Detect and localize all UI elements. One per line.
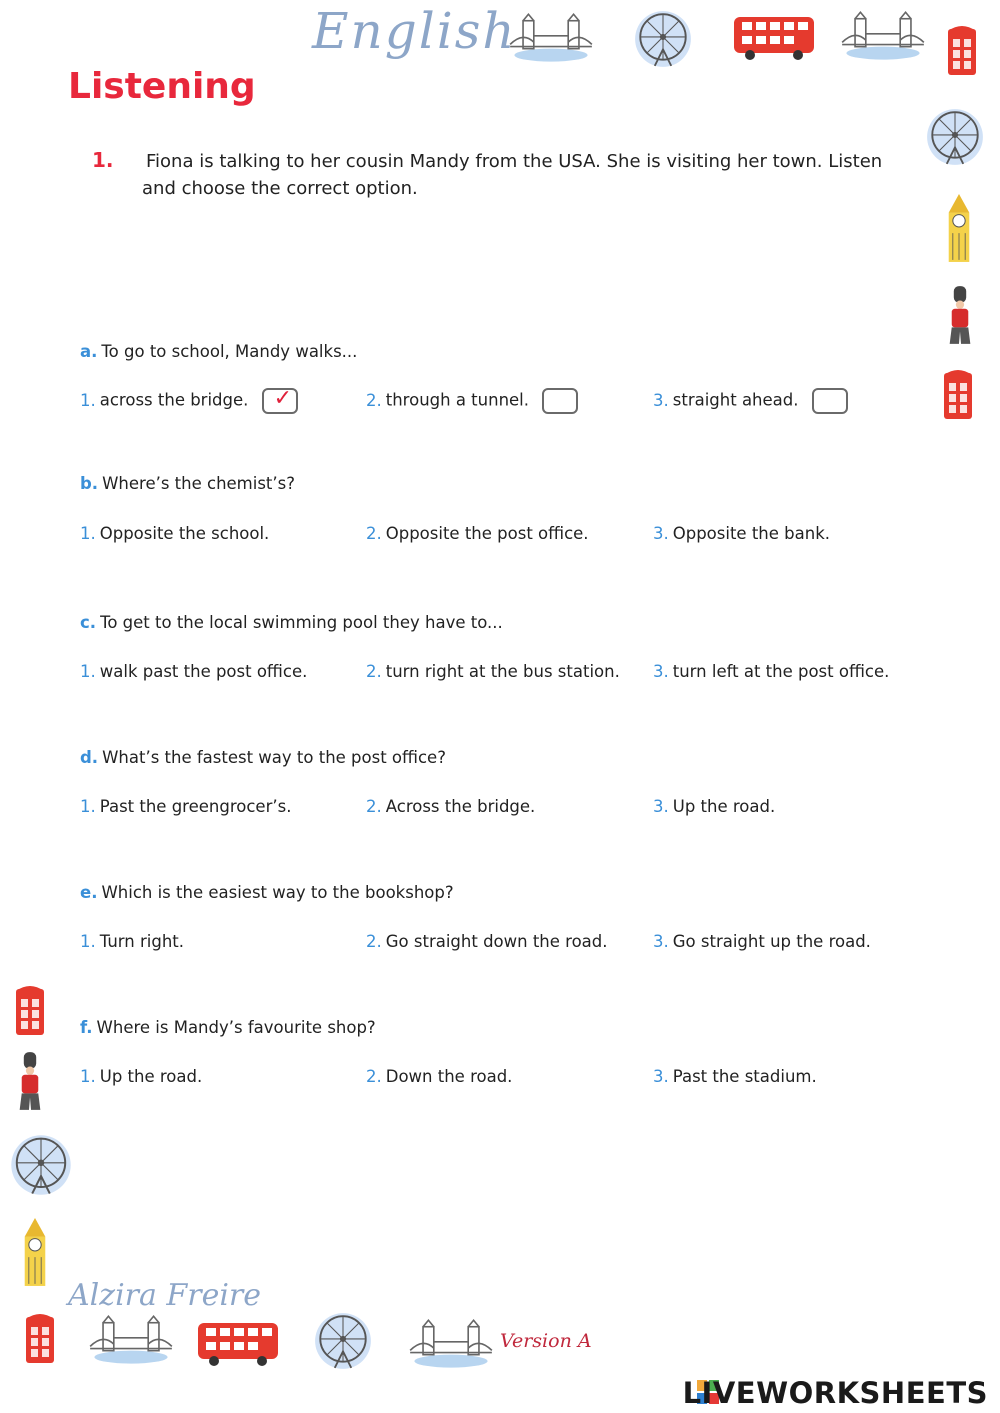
option-text: Opposite the post office. xyxy=(385,524,589,543)
royal-guard-icon xyxy=(944,284,976,346)
royal-guard-icon xyxy=(14,1050,46,1112)
option-number: 3. xyxy=(653,797,669,816)
option-text: straight ahead. xyxy=(672,390,799,410)
item-letter: c. xyxy=(80,613,97,632)
item-b-prompt xyxy=(80,474,295,493)
tower-bridge-icon xyxy=(840,10,926,64)
option-number: 3. xyxy=(653,932,669,951)
option-text: through a tunnel. xyxy=(385,390,530,410)
option-f-1[interactable] xyxy=(80,1067,202,1086)
option-text: Across the bridge. xyxy=(385,797,536,816)
london-eye-icon xyxy=(632,8,694,70)
option-a-1[interactable] xyxy=(80,388,298,414)
item-prompt: What’s the fastest way to the post office? xyxy=(102,748,446,767)
answer-checkbox[interactable] xyxy=(812,388,848,414)
option-b-3[interactable] xyxy=(653,524,830,543)
tower-bridge-icon xyxy=(88,1314,174,1368)
answer-checkbox[interactable] xyxy=(262,388,298,414)
item-prompt: Where’s the chemist’s? xyxy=(102,474,296,493)
option-number: 2. xyxy=(366,662,382,681)
option-number: 3. xyxy=(653,662,669,681)
option-number: 2. xyxy=(366,1067,382,1086)
item-c-prompt xyxy=(80,613,503,632)
option-number: 3. xyxy=(653,524,669,543)
option-number: 2. xyxy=(366,390,382,410)
item-letter: e. xyxy=(80,883,98,902)
tower-bridge-icon xyxy=(508,12,594,66)
option-d-1[interactable] xyxy=(80,797,291,816)
option-a-3[interactable] xyxy=(653,388,848,414)
option-f-3[interactable] xyxy=(653,1067,817,1086)
option-number: 3. xyxy=(653,1067,669,1086)
option-c-1[interactable] xyxy=(80,662,307,681)
item-prompt: Which is the easiest way to the bookshop? xyxy=(101,883,454,902)
question-text: Fiona is talking to her cousin Mandy from the USA. She is visiting her town. Listen and choose the correct option. xyxy=(142,151,883,199)
checkmark-icon: ✓ xyxy=(273,386,293,411)
option-text: Up the road. xyxy=(99,1067,203,1086)
author-signature: Alzira Freire xyxy=(68,1278,262,1313)
option-text: turn left at the post office. xyxy=(672,662,890,681)
london-eye-icon xyxy=(312,1310,374,1372)
option-text: Turn right. xyxy=(99,932,184,951)
london-eye-icon xyxy=(924,106,986,168)
option-text: Down the road. xyxy=(385,1067,513,1086)
big-ben-icon xyxy=(14,1216,56,1288)
option-text: Up the road. xyxy=(672,797,776,816)
option-number: 2. xyxy=(366,932,382,951)
option-c-3[interactable] xyxy=(653,662,889,681)
option-text: across the bridge. xyxy=(99,390,249,410)
option-text: Opposite the bank. xyxy=(672,524,830,543)
version-label: Version A xyxy=(500,1330,592,1352)
option-a-2[interactable] xyxy=(366,388,578,414)
answer-checkbox[interactable] xyxy=(542,388,578,414)
option-number: 1. xyxy=(80,932,96,951)
section-title: Listening xyxy=(68,66,256,107)
option-text: walk past the post office. xyxy=(99,662,308,681)
brand-name[interactable]: LIVEWORKSHEETS xyxy=(682,1376,988,1410)
option-text: Go straight up the road. xyxy=(672,932,871,951)
option-e-1[interactable] xyxy=(80,932,184,951)
option-text: Go straight down the road. xyxy=(385,932,608,951)
option-text: turn right at the bus station. xyxy=(385,662,620,681)
item-a-prompt xyxy=(80,342,357,361)
item-f-prompt xyxy=(80,1018,376,1037)
option-number: 1. xyxy=(80,797,96,816)
option-d-3[interactable] xyxy=(653,797,775,816)
option-number: 2. xyxy=(366,524,382,543)
item-letter: b. xyxy=(80,474,99,493)
option-d-2[interactable] xyxy=(366,797,535,816)
phone-box-icon xyxy=(10,978,50,1040)
item-prompt: Where is Mandy’s favourite shop? xyxy=(96,1018,376,1037)
header-title: English xyxy=(312,2,517,60)
option-b-1[interactable] xyxy=(80,524,269,543)
option-number: 1. xyxy=(80,1067,96,1086)
phone-box-icon xyxy=(20,1306,60,1368)
item-d-prompt xyxy=(80,748,446,767)
double-decker-bus-icon xyxy=(730,10,820,62)
option-text: Past the greengrocer’s. xyxy=(99,797,292,816)
option-c-2[interactable] xyxy=(366,662,620,681)
option-number: 1. xyxy=(80,524,96,543)
option-text: Opposite the school. xyxy=(99,524,270,543)
item-letter: d. xyxy=(80,748,99,767)
item-letter: f. xyxy=(80,1018,93,1037)
option-number: 1. xyxy=(80,662,96,681)
option-b-2[interactable] xyxy=(366,524,589,543)
option-f-2[interactable] xyxy=(366,1067,512,1086)
option-text: Past the stadium. xyxy=(672,1067,817,1086)
big-ben-icon xyxy=(938,192,980,264)
tower-bridge-icon xyxy=(408,1318,494,1372)
phone-box-icon xyxy=(938,362,978,424)
phone-box-icon xyxy=(942,18,982,80)
double-decker-bus-icon xyxy=(194,1316,284,1368)
option-number: 1. xyxy=(80,390,96,410)
option-e-2[interactable] xyxy=(366,932,608,951)
option-e-3[interactable] xyxy=(653,932,871,951)
option-number: 3. xyxy=(653,390,669,410)
london-eye-icon xyxy=(8,1132,74,1198)
option-number: 2. xyxy=(366,797,382,816)
item-e-prompt xyxy=(80,883,454,902)
item-letter: a. xyxy=(80,342,98,361)
item-prompt: To go to school, Mandy walks... xyxy=(101,342,358,361)
item-prompt: To get to the local swimming pool they have to... xyxy=(100,613,503,632)
question-number: 1. xyxy=(92,148,114,172)
